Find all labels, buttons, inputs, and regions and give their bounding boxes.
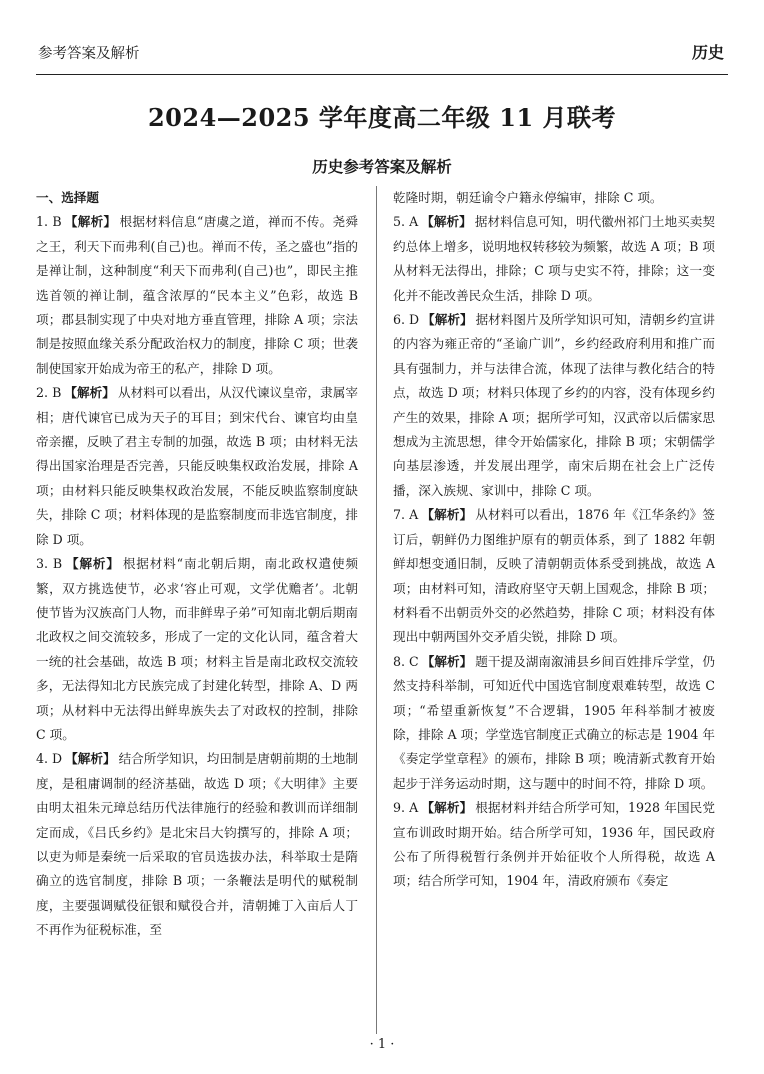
answer-item	[393, 308, 715, 503]
answer-item	[393, 210, 715, 308]
answer-item	[393, 650, 715, 796]
answer-number: 6. D	[393, 312, 420, 328]
header-subject: 历史	[691, 43, 724, 62]
header-doc-type: 参考答案及解析	[38, 46, 140, 62]
answer-item	[393, 503, 715, 649]
left-question-list	[36, 210, 358, 942]
answer-number: 5. A	[393, 214, 419, 230]
right-question-list	[393, 186, 715, 894]
answer-text: 根据材料“南北朝后期，南北政权遣使频繁，双方挑选使节，必求‘容止可观，文学优赡者’。北朝使节皆为汉族高门人物，而非鲜卑子弟”可知南北朝后期南北政权之间交流较多，形成了一定的文化认同，蕴含着大一统的社会基础，故选 B 项；材料主旨是南北政权交流较多，无法得知北方民族完成了封建化转型，排除 A、D 两项；从材料中无法得出鲜卑族失去了对政权的控制，排除 C 项。	[36, 556, 358, 742]
page-title: 2024—2025 学年度高二年级 11 月联考	[147, 103, 617, 132]
analysis-tag: 【解析】	[64, 385, 115, 401]
answer-text: 根据材料并结合所学可知，1928 年国民党宣布训政时期开始。结合所学可知，1936 年，国民政府公布了所得税暂行条例并开始征收个人所得税，故选 A 项；结合所学可知，1904 年，清政府颁布《奏定	[393, 800, 715, 889]
answer-item	[393, 796, 715, 894]
analysis-tag: 【解析】	[421, 800, 473, 816]
analysis-tag: 【解析】	[421, 653, 473, 669]
answer-number: 8. C	[393, 653, 419, 669]
answer-text: 从材料可以看出，1876 年《江华条约》签订后，朝鲜仍力图维护原有的朝贡体系，到了 1882 年朝鲜却想变通旧制，反映了清朝朝贡体系受到挑战，故选 A 项；由材料可知，清政府坚守天朝上国观念，排除 B 项；材料看不出朝贡外交的必然趋势，排除 C 项；材料没有体现出中朝两国外交矛盾尖锐，排除 D 项。	[393, 507, 715, 645]
analysis-tag: 【解析】	[421, 214, 472, 230]
answer-text: 根据材料信息“唐虞之道，禅而不传。尧舜之王，利天下而弗利(自己)也。禅而不传，圣之盛也”指的是禅让制，这种制度“利天下而弗利(自己)也”，即民主推选首领的禅让制，蕴含浓厚的“民本主义”色彩，故选 B 项；郡县制实现了中央对地方垂直管理，排除 A 项；宗法制是按照血缘关系分配政治权力的制度，排除 C 项；世袭制使国家开始成为帝王的私产，排除 D 项。	[36, 214, 358, 376]
page-subtitle: 历史参考答案及解析	[312, 158, 452, 176]
answer-item	[36, 381, 358, 552]
analysis-tag: 【解析】	[422, 312, 473, 328]
analysis-tag: 【解析】	[65, 556, 120, 572]
answer-item	[36, 210, 358, 381]
answer-text: 乾隆时期，朝廷谕令户籍永停编审，排除 C 项。	[393, 190, 663, 205]
answer-number: 1. B	[36, 214, 62, 230]
section-title: 一、选择题	[36, 190, 99, 205]
analysis-tag: 【解析】	[421, 507, 473, 523]
column-divider	[376, 186, 377, 1034]
left-column	[36, 186, 358, 943]
answer-number: 4. D	[36, 751, 63, 767]
answer-text: 据材料图片及所学知识可知，清朝乡约宣讲的内容为雍正帝的“圣谕广训”，乡约经政府利用和推广而具有强制力，并与法律合流，体现了法律与教化结合的特点，故选 D 项；材料只体现了乡约的内容，没有体现乡约产生的效果，排除 A 项；据所学可知，汉武帝以后儒家思想成为主流思想，律令开始儒家化，排除 B 项；宋朝儒学向基层渗透，并发展出理学，南宋后期在社会上广泛传播，深入族规、家训中，排除 C 项。	[393, 312, 716, 498]
answer-item	[36, 552, 358, 747]
analysis-tag: 【解析】	[64, 214, 117, 230]
page-number: · 1 ·	[369, 1037, 395, 1052]
answer-text: 结合所学知识，均田制是唐朝前期的土地制度，是租庸调制的经济基础，故选 D 项；《大明律》主要由明太祖朱元璋总结历代法律施行的经验和教训而详细制定而成，《吕氏乡约》是北宋吕大钧撰写的，排除 A 项；以吏为师是秦统一后采取的官员选拔办法，科举取士是隋确立的选官制度，排除 B 项；一条鞭法是明代的赋税制度，主要强调赋役征银和赋役合并，清朝摊丁入亩后人丁不再作为征税标准，至	[36, 751, 359, 938]
right-column	[393, 186, 715, 894]
answer-text: 据材料信息可知，明代徽州祁门土地买卖契约总体上增多，说明地权转移较为频繁，故选 A 项；B 项从材料无法得出，排除；C 项与史实不符，排除；这一变化并不能改善民众生活，排除 D 项。	[393, 214, 716, 303]
answer-text: 题干提及湖南溆浦县乡间百姓排斥学堂，仍然支持科举制，可知近代中国选官制度艰难转型，故选 C 项；“希望重新恢复”不合逻辑，1905 年科举制才被废除，排除 A 项；学堂选官制度正式确立的标志是 1904 年《奏定学堂章程》的颁布，排除 B 项；晚清新式教育开始起步于洋务运动时期，这与题中的时间不符，排除 D 项。	[393, 653, 716, 791]
answer-item	[36, 747, 358, 942]
answer-number: 9. A	[393, 800, 419, 816]
answer-item	[393, 186, 715, 210]
header-divider	[36, 74, 728, 75]
answer-text: 从材料可以看出，从汉代谏议皇帝，隶属宰相；唐代谏官已成为天子的耳目；到宋代台、谏官均由皇帝亲擢，反映了君主专制的加强，故选 B 项；由材料无法得出国家治理是否完善，只能反映集权政治发展，排除 A 项；由材料只能反映集权政治发展，不能反映监察制度缺失，排除 C 项；材料体现的是监察制度而非选官制度，排除 D 项。	[36, 385, 359, 547]
answer-number: 2. B	[36, 385, 62, 401]
analysis-tag: 【解析】	[65, 751, 116, 767]
answer-number: 7. A	[393, 507, 419, 523]
answer-number: 3. B	[36, 556, 63, 572]
